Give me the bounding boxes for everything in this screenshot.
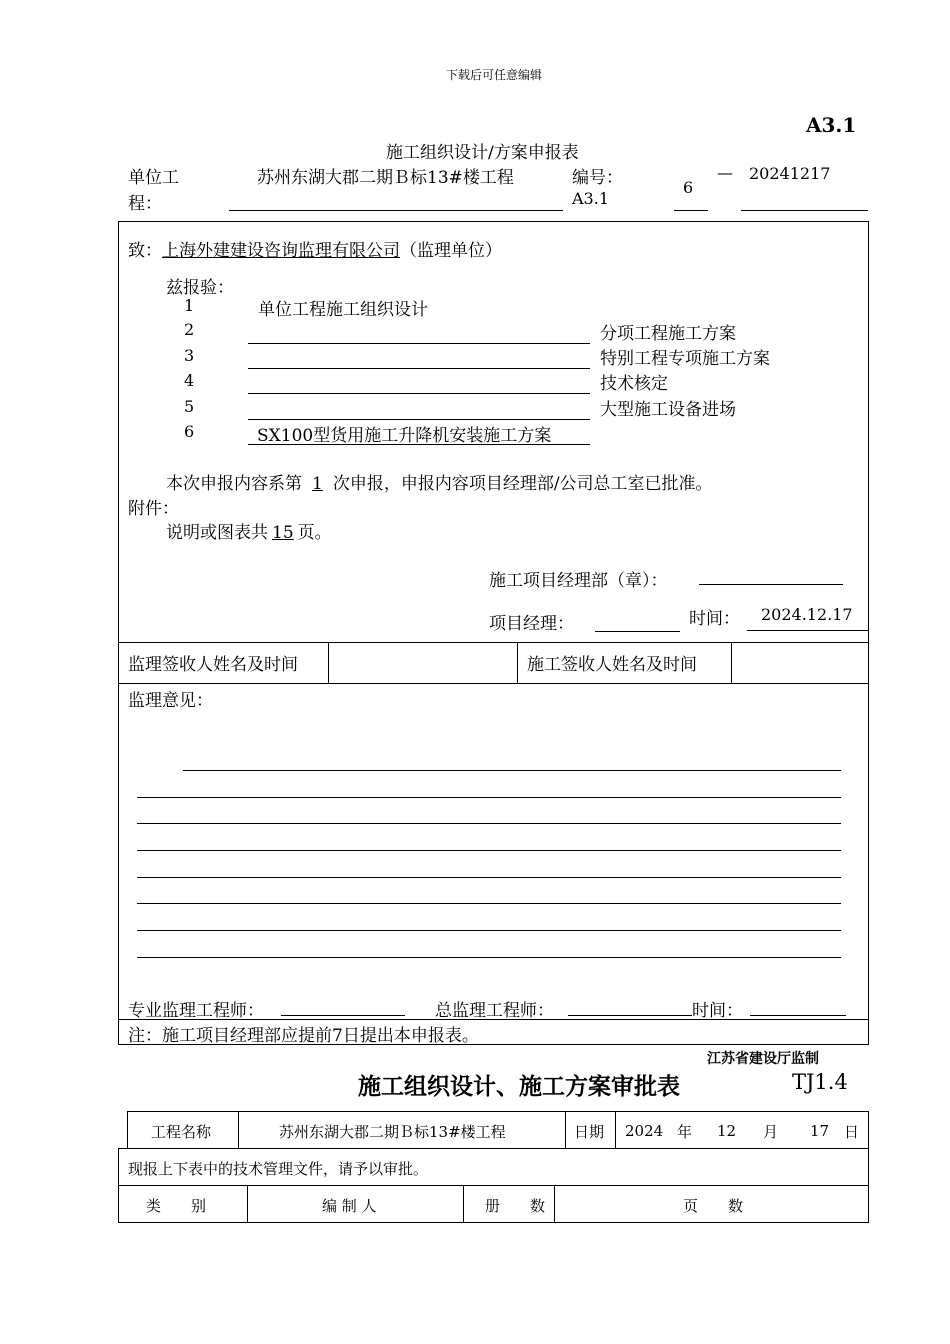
item-underline — [248, 368, 590, 369]
item-no: 6 — [184, 422, 195, 441]
row-divider — [118, 1019, 869, 1020]
code-seq: 6 — [683, 178, 694, 197]
code-date-underline — [741, 210, 868, 211]
pm-underline — [595, 631, 680, 632]
attach-label: 附件： — [128, 499, 179, 519]
report-pre: 本次申报内容系第 — [166, 474, 302, 494]
unit-underline — [229, 210, 563, 211]
sup-receiver-label: 监理签收人姓名及时间 — [128, 655, 298, 675]
pages-post: 页。 — [297, 523, 332, 543]
dept-underline — [699, 584, 843, 585]
opinion-label: 监理意见： — [128, 691, 213, 711]
report-times: 1 — [312, 474, 323, 494]
cell-divider — [463, 1185, 464, 1222]
opinion-line — [183, 770, 841, 771]
code-label: 编号： — [572, 168, 623, 188]
opinion-line — [137, 877, 841, 878]
item-underline — [248, 343, 590, 344]
cell-divider — [238, 1111, 239, 1148]
date-label: 日期 — [574, 1123, 605, 1141]
date-month: 12 — [717, 1122, 737, 1140]
item-no: 2 — [184, 320, 195, 339]
engineer-underline — [281, 1015, 405, 1016]
opinion-line — [137, 903, 841, 904]
project-value: 苏州东湖大郡二期Ｂ标13#楼工程 — [279, 1123, 506, 1141]
supervisor-text: 江苏省建设厅监制 — [707, 1051, 819, 1067]
code-date: 20241217 — [749, 164, 831, 183]
time-value: 2024.12.17 — [761, 605, 853, 624]
item-no: 4 — [184, 371, 195, 390]
cell-divider — [328, 642, 329, 683]
date-year: 2024 — [625, 1122, 664, 1140]
form2-code: TJ1.4 — [792, 1070, 848, 1094]
pages-pre: 说明或图表共 — [166, 523, 268, 543]
chief-label: 总监理工程师： — [435, 1001, 554, 1021]
item-label: 技术核定 — [600, 374, 668, 394]
to-prefix: 致： — [128, 241, 162, 261]
submit-label: 兹报验： — [166, 278, 234, 298]
engineer-label: 专业监理工程师： — [128, 1001, 264, 1021]
item-underline — [248, 419, 590, 420]
row-divider — [118, 642, 869, 643]
code-seq-underline — [674, 210, 708, 211]
form-code: A3.1 — [806, 113, 857, 137]
report-post: 次申报，申报内容项目经理部/公司总工室已批准。 — [332, 474, 713, 494]
chief-underline — [568, 1015, 692, 1016]
time2-label: 时间： — [692, 1001, 743, 1021]
dept-label: 施工项目经理部（章）： — [489, 571, 668, 591]
form2-title: 施工组织设计、施工方案审批表 — [358, 1073, 680, 1100]
code-prefix: A3.1 — [572, 189, 609, 208]
opinion-line — [137, 797, 841, 798]
opinion-line — [137, 930, 841, 931]
pages-line — [166, 518, 332, 543]
cell-divider — [565, 1111, 566, 1148]
date-day: 17 — [810, 1122, 830, 1140]
item-no: 1 — [184, 296, 195, 315]
cell-divider — [517, 642, 518, 683]
cell-divider — [247, 1185, 248, 1222]
row-divider — [118, 1185, 869, 1186]
date-day-unit: 日 — [844, 1123, 860, 1141]
time-underline — [747, 630, 868, 631]
item-label: 特别工程专项施工方案 — [600, 349, 770, 369]
item-underline — [248, 393, 590, 394]
item-text: 单位工程施工组织设计 — [258, 300, 428, 320]
col-pages: 页 数 — [683, 1197, 744, 1215]
item-label: 分项工程施工方案 — [600, 324, 736, 344]
unit-label-2: 程： — [128, 194, 162, 214]
report-line — [166, 469, 713, 494]
header-note: 下载后可任意编辑 — [446, 68, 543, 82]
col-volumes: 册 数 — [485, 1197, 546, 1215]
form1-title: 施工组织设计/方案申报表 — [386, 143, 579, 163]
col-category: 类 别 — [146, 1197, 207, 1215]
date-month-unit: 月 — [763, 1123, 779, 1141]
pages-count: 15 — [272, 523, 294, 543]
project-label: 工程名称 — [151, 1123, 212, 1141]
row-divider — [118, 683, 869, 684]
pm-label: 项目经理： — [489, 614, 574, 634]
request-text: 现报上下表中的技术管理文件，请予以审批。 — [128, 1160, 429, 1178]
cell-divider — [554, 1185, 555, 1222]
unit-label-1: 单位工 — [128, 168, 179, 188]
to-suffix: （监理单位） — [400, 241, 502, 261]
code-dash: — — [717, 163, 733, 182]
opinion-line — [137, 957, 841, 958]
opinion-line — [137, 850, 841, 851]
time-label: 时间： — [689, 609, 740, 629]
unit-value: 苏州东湖大郡二期Ｂ标13#楼工程 — [257, 168, 514, 188]
to-line — [128, 236, 502, 261]
opinion-line — [137, 823, 841, 824]
item-underline — [248, 444, 590, 445]
date-year-unit: 年 — [677, 1123, 693, 1141]
to-unit: 上海外建建设咨询监理有限公司 — [162, 241, 400, 261]
item-no: 5 — [184, 397, 195, 416]
item-label: 大型施工设备进场 — [600, 400, 736, 420]
time2-underline — [750, 1015, 846, 1016]
col-author: 编 制 人 — [322, 1197, 377, 1215]
form1-note: 注：施工项目经理部应提前7日提出本申报表。 — [128, 1026, 479, 1046]
cell-divider — [615, 1111, 616, 1148]
cell-divider — [731, 642, 732, 683]
con-receiver-label: 施工签收人姓名及时间 — [527, 655, 697, 675]
item-no: 3 — [184, 346, 195, 365]
item-text: SX100型货用施工升降机安装施工方案 — [257, 426, 552, 446]
